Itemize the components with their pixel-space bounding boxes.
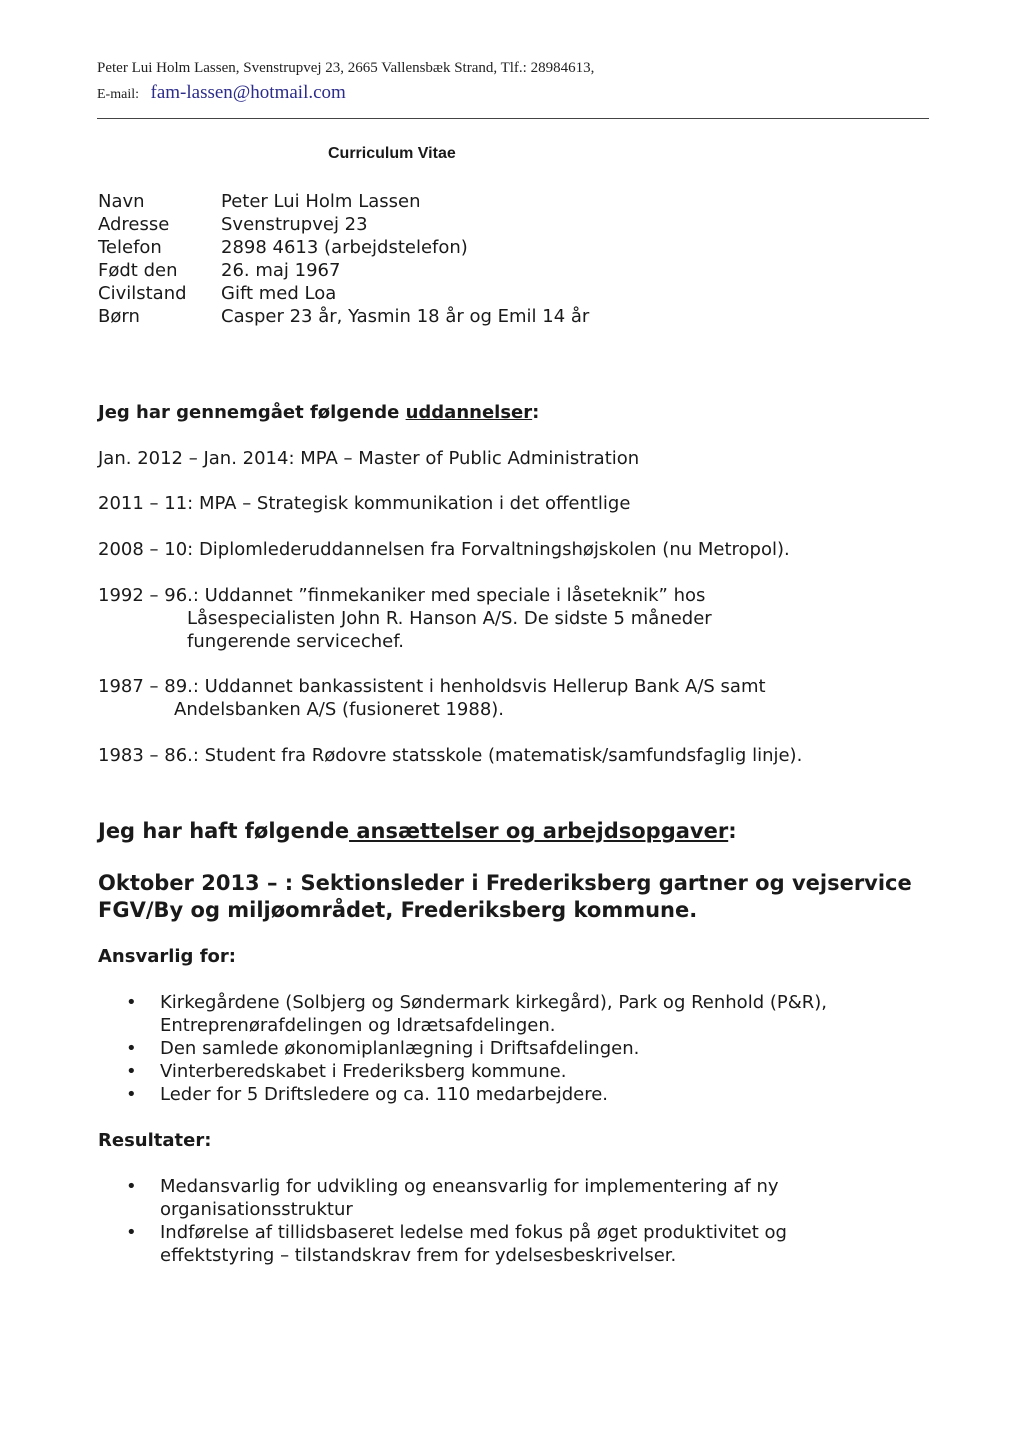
list-item-text: organisationsstruktur: [160, 1199, 353, 1220]
list-item-text: Leder for 5 Driftsledere og ca. 110 medarbejdere.: [160, 1084, 609, 1105]
responsibilities-heading: Ansvarlig for:: [98, 946, 236, 967]
list-item-text: Medansvarlig for udvikling og eneansvarlig for implementering af ny: [160, 1176, 779, 1197]
education-item-finmekaniker-cont: Låsespecialisten John R. Hanson A/S. De sidste 5 måneder: [187, 608, 712, 629]
info-label: Født den: [98, 260, 178, 281]
info-label: Navn: [98, 191, 145, 212]
email-label: E-mail:: [97, 87, 139, 102]
info-value: Casper 23 år, Yasmin 18 år og Emil 14 år: [221, 306, 590, 327]
info-label: Adresse: [98, 214, 170, 235]
list-item-text: Entreprenørafdelingen og Idrætsafdelingen.: [160, 1015, 556, 1036]
heading-text: Jeg har gennemgået følgende: [98, 402, 406, 423]
info-label: Civilstand: [98, 283, 187, 304]
education-item-student: 1983 – 86.: Student fra Rødovre statsskole (matematisk/samfundsfaglig linje).: [98, 745, 803, 766]
info-row-birth: [98, 259, 589, 282]
bullet-icon: •: [126, 1038, 137, 1059]
info-row-civil: [98, 282, 589, 305]
heading-text: Jeg har haft følgende: [98, 819, 350, 843]
info-value: Svenstrupvej 23: [221, 214, 368, 235]
header-address: Peter Lui Holm Lassen, Svenstrupvej 23, 2665 Vallensbæk Strand, Tlf.: 28984613,: [97, 60, 595, 76]
education-heading: [98, 401, 539, 424]
info-value: 26. maj 1967: [221, 260, 341, 281]
list-item-text: Indførelse af tillidsbaseret ledelse med fokus på øget produktivitet og: [160, 1222, 787, 1243]
heading-colon: :: [532, 402, 540, 423]
personal-info: [98, 190, 589, 328]
heading-underlined: ansættelser og arbejdsopgaver: [349, 819, 729, 843]
list-item-text: effektstyring – tilstandskrav frem for ydelsesbeskrivelser.: [160, 1245, 677, 1266]
education-item-diploma: 2008 – 10: Diplomlederuddannelsen fra Forvaltningshøjskolen (nu Metropol).: [98, 539, 790, 560]
list-item-text: Vinterberedskabet i Frederiksberg kommune.: [160, 1061, 567, 1082]
bullet-icon: •: [126, 1084, 137, 1105]
info-row-name: [98, 190, 589, 213]
job-title-cont: FGV/By og miljøområdet, Frederiksberg kommune.: [98, 898, 698, 922]
education-item-finmekaniker: 1992 – 96.: Uddannet ”finmekaniker med speciale i låseteknik” hos: [98, 585, 706, 606]
info-value: Peter Lui Holm Lassen: [221, 191, 421, 212]
education-item-bank: 1987 – 89.: Uddannet bankassistent i henholdsvis Hellerup Bank A/S samt: [98, 676, 766, 697]
header-email-line: [97, 82, 346, 104]
info-row-address: [98, 213, 589, 236]
results-heading: Resultater:: [98, 1130, 212, 1151]
bullet-icon: •: [126, 1222, 137, 1243]
education-item-mpa: Jan. 2012 – Jan. 2014: MPA – Master of Public Administration: [98, 448, 640, 469]
education-item-strategic: 2011 – 11: MPA – Strategisk kommunikation i det offentlige: [98, 493, 631, 514]
education-item-finmekaniker-cont2: fungerende servicechef.: [187, 631, 404, 652]
education-item-bank-cont: Andelsbanken A/S (fusioneret 1988).: [174, 699, 505, 720]
bullet-icon: •: [126, 992, 137, 1013]
list-item-text: Kirkegårdene (Solbjerg og Søndermark kirkegård), Park og Renhold (P&R),: [160, 992, 828, 1013]
info-label: Børn: [98, 306, 140, 327]
bullet-icon: •: [126, 1061, 137, 1082]
list-item-text: Den samlede økonomiplanlægning i Driftsafdelingen.: [160, 1038, 640, 1059]
info-value: Gift med Loa: [221, 283, 337, 304]
page-title: Curriculum Vitae: [328, 145, 456, 162]
heading-colon: :: [728, 819, 737, 843]
email-link[interactable]: fam-lassen@hotmail.com: [150, 82, 346, 103]
employment-heading: [98, 818, 737, 845]
info-value: 2898 4613 (arbejdstelefon): [221, 237, 468, 258]
header-divider: [97, 118, 929, 119]
job-title: Oktober 2013 – : Sektionsleder i Frederiksberg gartner og vejservice: [98, 871, 912, 895]
heading-underlined: uddannelser: [405, 402, 533, 423]
bullet-icon: •: [126, 1176, 137, 1197]
info-row-children: [98, 305, 589, 328]
info-label: Telefon: [98, 237, 162, 258]
info-row-phone: [98, 236, 589, 259]
